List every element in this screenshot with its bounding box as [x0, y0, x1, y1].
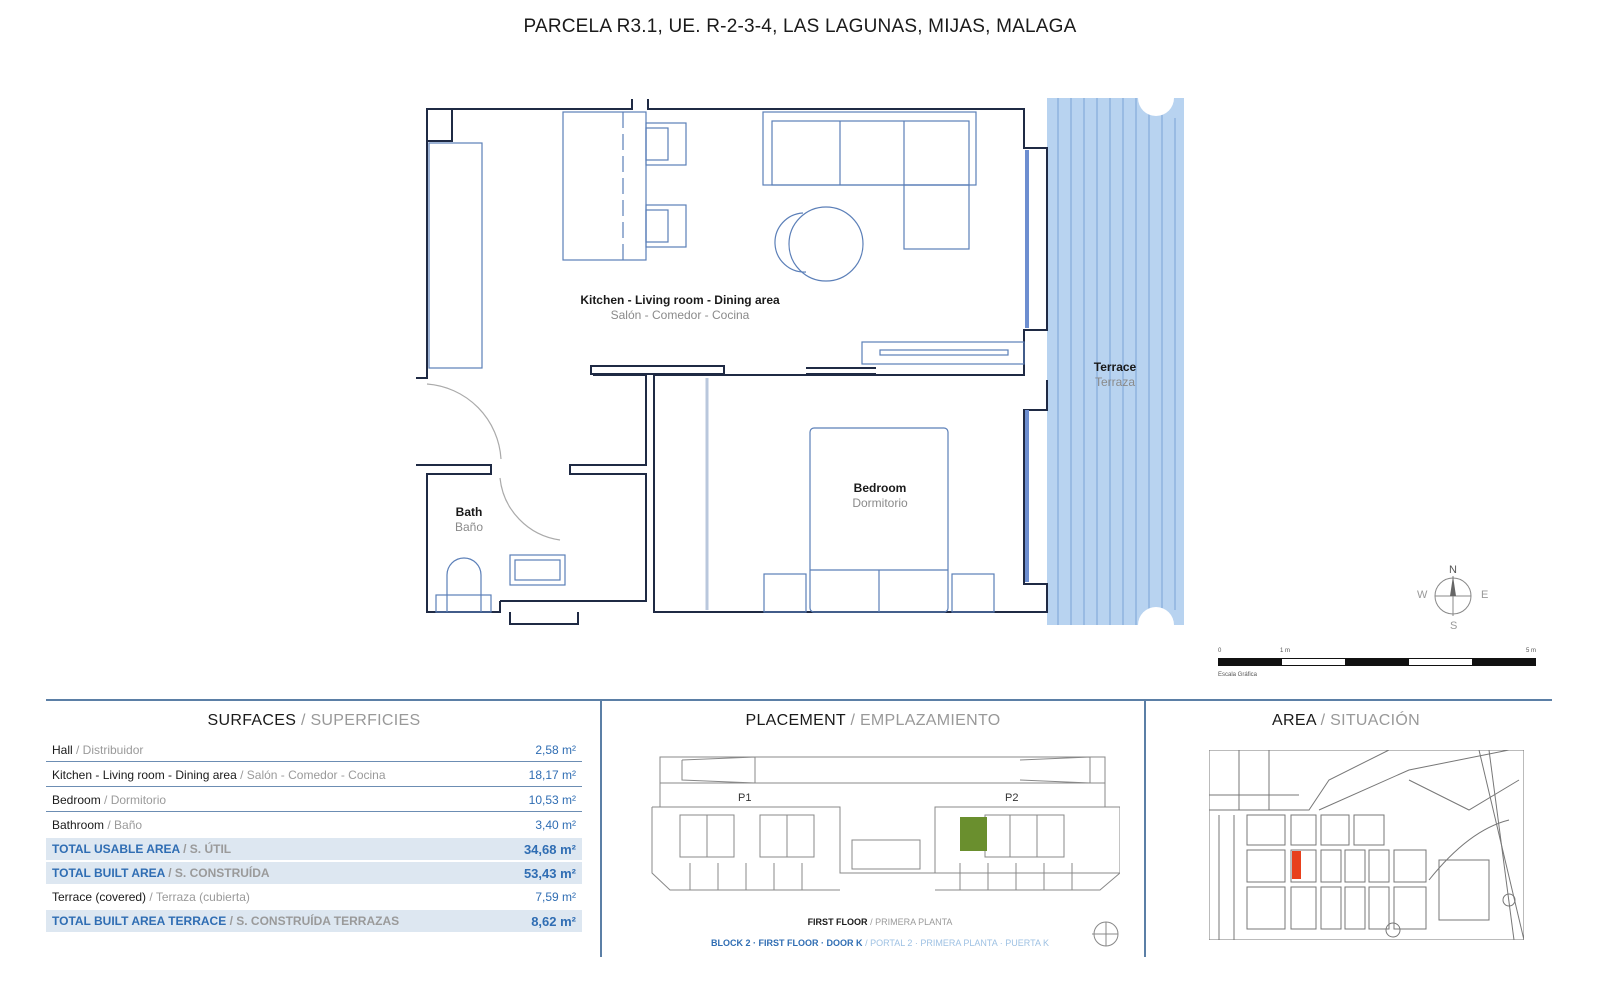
- area-map: [1209, 750, 1524, 940]
- table-row-total: TOTAL USABLE AREA / S. ÚTIL 34,68 m²: [46, 838, 582, 860]
- placement-compass-icon: [1090, 918, 1122, 950]
- column-divider: [600, 701, 602, 957]
- placement-unit-caption: BLOCK 2 · FIRST FLOOR · DOOR K / PORTAL 2 · PRIMERA PLANTA · PUERTA K: [711, 938, 1049, 948]
- scale-bar: 0 1 m 5 m Escala Gráfica: [1218, 648, 1537, 678]
- area-title: AREA / SITUACIÓN: [1272, 712, 1420, 729]
- table-row: Bathroom / Baño 3,40 m²: [52, 818, 576, 832]
- svg-text:P1: P1: [738, 792, 752, 804]
- room-label-bedroom: Bedroom Dormitorio: [852, 481, 908, 510]
- placement-floor-caption: FIRST FLOOR / PRIMERA PLANTA: [807, 917, 953, 927]
- table-row-total: TOTAL BUILT AREA / S. CONSTRUÍDA 53,43 m²: [46, 862, 582, 884]
- plot-highlight: [1292, 851, 1301, 879]
- compass-icon: N S W E: [1417, 564, 1489, 632]
- table-row-total: TOTAL BUILT AREA TERRACE / S. CONSTRUÍDA TERRAZAS 8,62 m²: [46, 910, 582, 932]
- surfaces-title: SURFACES / SUPERFICIES: [207, 712, 421, 729]
- unit-highlight: [960, 817, 987, 851]
- surfaces-table: [46, 739, 582, 934]
- page-title: PARCELA R3.1, UE. R-2-3-4, LAS LAGUNAS, MIJAS, MALAGA: [523, 16, 1077, 37]
- table-row: Hall / Distribuidor 2,58 m²: [46, 739, 582, 762]
- placement-title: PLACEMENT / EMPLAZAMIENTO: [745, 712, 1001, 729]
- svg-text:P2: P2: [1005, 792, 1019, 804]
- column-divider: [1144, 701, 1146, 957]
- placement-plan: [650, 755, 1120, 905]
- table-row: Terrace (covered) / Terraza (cubierta) 7,59 m²: [52, 890, 576, 904]
- room-label-living: Kitchen - Living room - Dining area Salón - Comedor - Cocina: [580, 293, 780, 322]
- table-row: Bedroom / Dormitorio 10,53 m²: [46, 789, 582, 812]
- table-row: Kitchen - Living room - Dining area / Salón - Comedor - Cocina 18,17 m²: [46, 764, 582, 787]
- room-label-terrace: Terrace Terraza: [1093, 360, 1137, 389]
- section-divider: [46, 699, 1552, 701]
- room-label-bath: Bath Baño: [454, 505, 484, 534]
